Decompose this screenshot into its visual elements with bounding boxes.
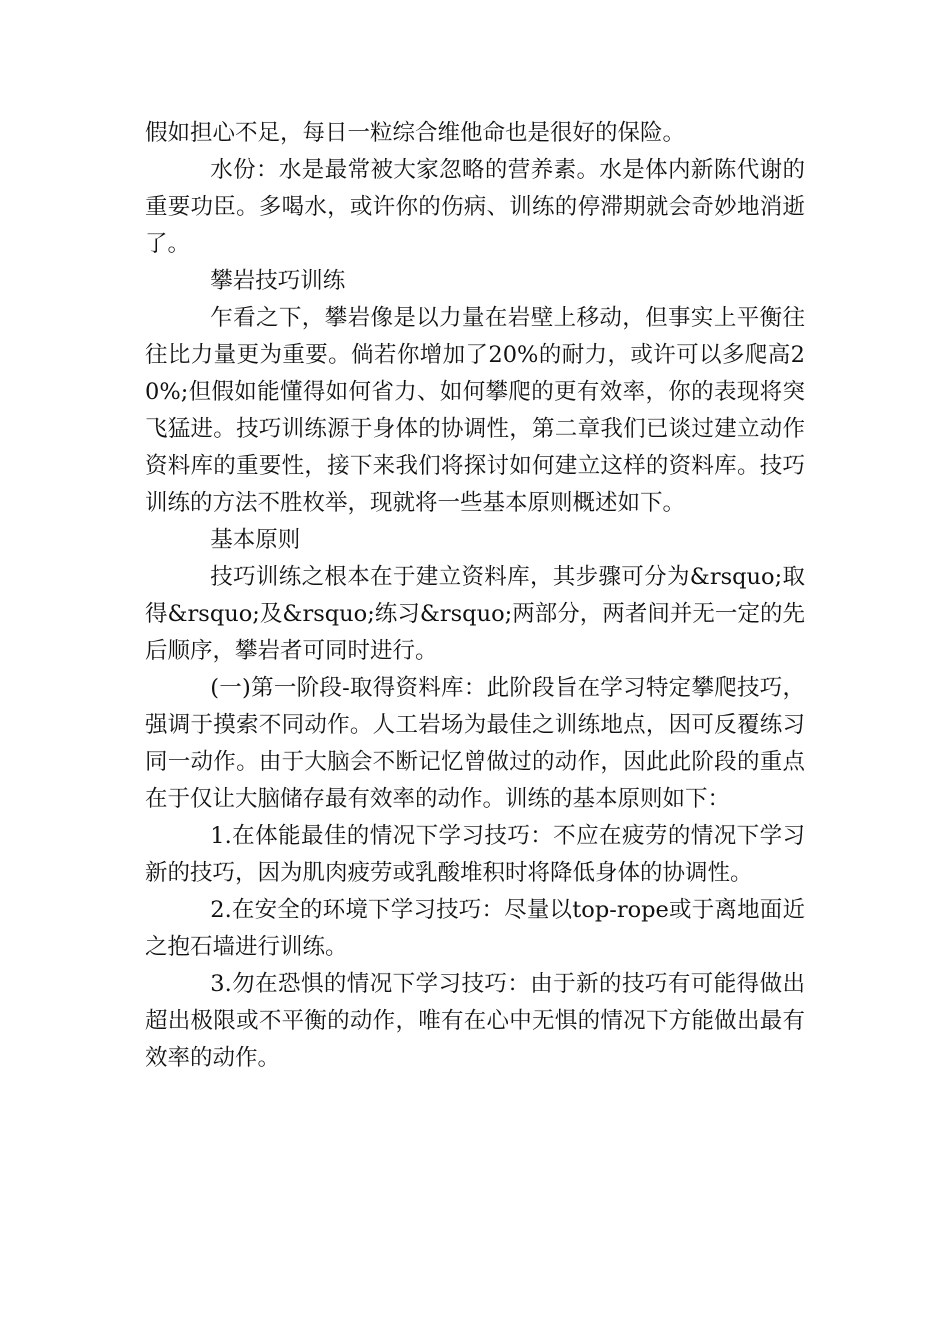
- paragraph-technique-intro: 乍看之下，攀岩像是以力量在岩壁上移动，但事实上平衡往往比力量更为重要。倘若你增加了20%的耐力，或许可以多爬高20%;但假如能懂得如何省力、如何攀爬的更有效率，你的表现将突飞猛进。技巧训练源于身体的协调性，第二章我们已谈过建立动作资料库的重要性，接下来我们将探讨如何建立这样的资料库。技巧训练的方法不胜枚举，现就将一些基本原则概述如下。: [145, 305, 805, 516]
- section-heading-basic-principles: 基本原则: [210, 527, 301, 553]
- paragraph-vitamin: 假如担心不足，每日一粒综合维他命也是很好的保险。: [145, 120, 686, 146]
- paragraph-database-steps: 技巧训练之根本在于建立资料库，其步骤可分为&rsquo;取得&rsquo;及&rsquo;练习&rsquo;两部分，两者间并无一定的先后顺序，攀岩者可同时进行。: [145, 564, 805, 664]
- paragraph-water: 水份：水是最常被大家忽略的营养素。水是体内新陈代谢的重要功臣。多喝水，或许你的伤病、训练的停滞期就会奇妙地消逝了。: [145, 157, 805, 257]
- list-item-principle-3: 3.勿在恐惧的情况下学习技巧：由于新的技巧有可能得做出超出极限或不平衡的动作，唯有在心中无惧的情况下方能做出最有效率的动作。: [145, 971, 805, 1071]
- list-item-principle-2: 2.在安全的环境下学习技巧：尽量以top-rope或于离地面近之抱石墙进行训练。: [145, 897, 805, 960]
- document-body: [145, 115, 805, 1077]
- paragraph-stage-one: (一)第一阶段-取得资料库：此阶段旨在学习特定攀爬技巧，强调于摸索不同动作。人工岩场为最佳之训练地点，因可反覆练习同一动作。由于大脑会不断记忆曾做过的动作，因此此阶段的重点在于仅让大脑储存最有效率的动作。训练的基本原则如下：: [145, 675, 805, 812]
- list-item-principle-1: 1.在体能最佳的情况下学习技巧：不应在疲劳的情况下学习新的技巧，因为肌肉疲劳或乳酸堆积时将降低身体的协调性。: [145, 823, 805, 886]
- section-heading-climbing-technique: 攀岩技巧训练: [210, 268, 346, 294]
